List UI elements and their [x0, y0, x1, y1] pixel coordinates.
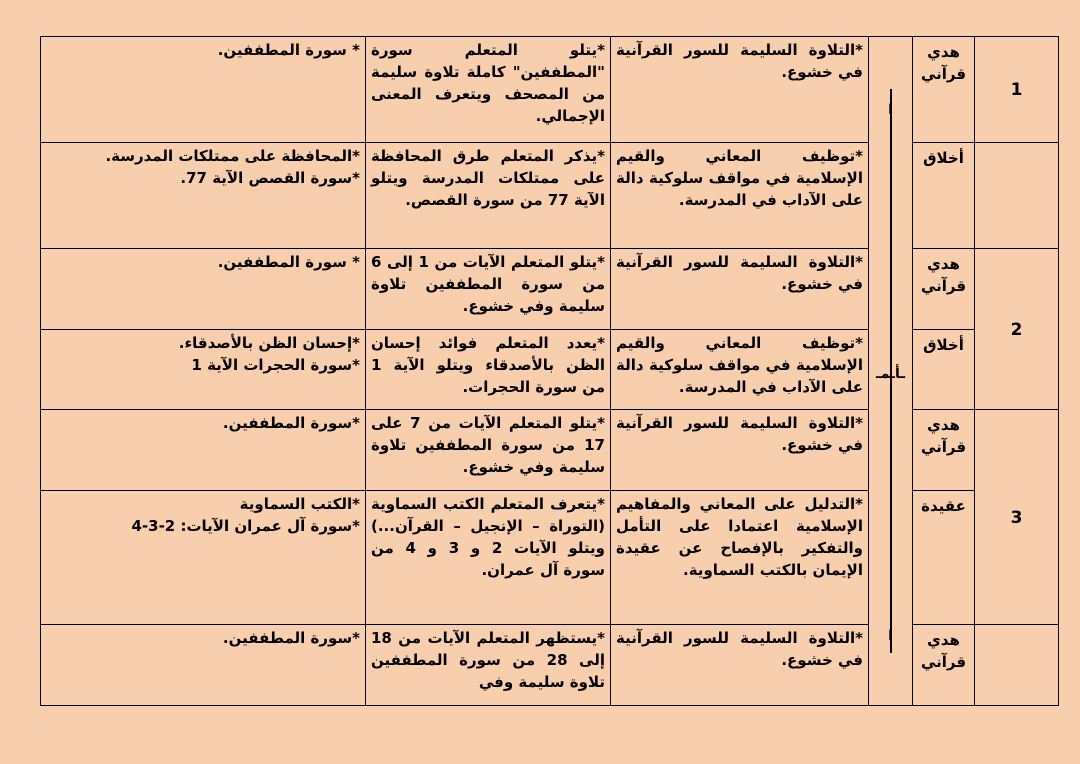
- curriculum-table: [40, 36, 1059, 706]
- objective-cell: *التدليل على المعاني والمفاهيم الإسلامية اعتمادا على التأمل والتفكير بالإفصاح عن عقيدة الإيمان بالكتب السماوية.: [611, 491, 869, 625]
- content-cell: [41, 142, 366, 248]
- unit-number-cell: 2: [975, 248, 1059, 409]
- objective-cell: *توظيف المعاني والقيم الإسلامية في مواقف سلوكية دالة على الآداب في المدرسة.: [611, 142, 869, 248]
- unit-number-cell: 1: [975, 37, 1059, 143]
- content-line: *سورة الحجرات الآية 1: [191, 355, 360, 374]
- content-line: *سورة القصص الآية 77.: [180, 168, 360, 187]
- subject-cell: هدي قرآني: [913, 248, 975, 329]
- subject-cell: أخلاق: [913, 329, 975, 410]
- activity-cell: *يذكر المتعلم طرق المحافظة على ممتلكات المدرسة ويتلو الآية 77 من سورة القصص.: [366, 142, 611, 248]
- subject-cell: هدي قرآني: [913, 410, 975, 491]
- activity-cell: *يتلو المتعلم الآيات من 7 على 17 من سورة المطففين تلاوة سليمة وفي خشوع.: [366, 410, 611, 491]
- objective-cell: *التلاوة السليمة للسور القرآنية في خشوع.: [611, 37, 869, 143]
- activity-cell: *يستظهر المتعلم الآيات من 18 إلى 28 من سورة المطففين تلاوة سليمة وفي: [366, 625, 611, 706]
- activity-cell: *يتعرف المتعلم الكتب السماوية (التوراة – الإنجيل – القرآن...) ويتلو الآيات 2 و 3 و 4 من سورة آل عمران.: [366, 491, 611, 625]
- subject-cell: هدي قرآني: [913, 37, 975, 143]
- vertical-divider-column: [869, 37, 913, 706]
- objective-cell: *التلاوة السليمة للسور القرآنية في خشوع.: [611, 248, 869, 329]
- activity-cell: *يتلو المتعلم سورة "المطففين" كاملة تلاوة سليمة من المصحف ويتعرف المعنى الإجمالي.: [366, 37, 611, 143]
- content-line: *الكتب السماوية: [239, 495, 360, 514]
- objective-cell: *توظيف المعاني والقيم الإسلامية في مواقف سلوكية دالة على الآداب في المدرسة.: [611, 329, 869, 410]
- subject-cell: عقيدة: [913, 491, 975, 625]
- content-line: * سورة المطففين.: [217, 41, 360, 59]
- subject-cell: هدي قرآني: [913, 625, 975, 706]
- content-cell: [41, 37, 366, 143]
- content-line: *المحافظة على ممتلكات المدرسة.: [105, 146, 360, 165]
- content-cell: [41, 329, 366, 410]
- content-line: *سورة المطففين.: [222, 629, 360, 648]
- content-cell: [41, 491, 366, 625]
- table-row: [41, 37, 1059, 143]
- content-cell: [41, 410, 366, 491]
- content-line: *إحسان الظن بالأصدقاء.: [178, 333, 360, 352]
- subject-cell: أخلاق: [913, 142, 975, 248]
- vertical-mark-top: ا: [888, 102, 893, 118]
- unit-number-cell: [975, 625, 1059, 706]
- unit-number-cell: 3: [975, 410, 1059, 625]
- activity-cell: *يعدد المتعلم فوائد إحسان الظن بالأصدقاء ويتلو الآية 1 من سورة الحجرات.: [366, 329, 611, 410]
- unit-number-cell: [975, 142, 1059, 248]
- objective-cell: *التلاوة السليمة للسور القرآنية في خشوع.: [611, 625, 869, 706]
- vertical-mark-bottom: ا: [888, 628, 893, 644]
- objective-cell: *التلاوة السليمة للسور القرآنية في خشوع.: [611, 410, 869, 491]
- activity-cell: *يتلو المتعلم الآيات من 1 إلى 6 من سورة المطففين تلاوة سليمة وفي خشوع.: [366, 248, 611, 329]
- content-line: *سورة آل عمران الآيات: 2-3-4: [131, 517, 360, 536]
- content-cell: [41, 625, 366, 706]
- content-line: *سورة المطففين.: [222, 414, 360, 433]
- vertical-mark-middle: ـأـمـ: [876, 366, 905, 382]
- content-cell: [41, 248, 366, 329]
- content-line: * سورة المطففين.: [217, 252, 360, 271]
